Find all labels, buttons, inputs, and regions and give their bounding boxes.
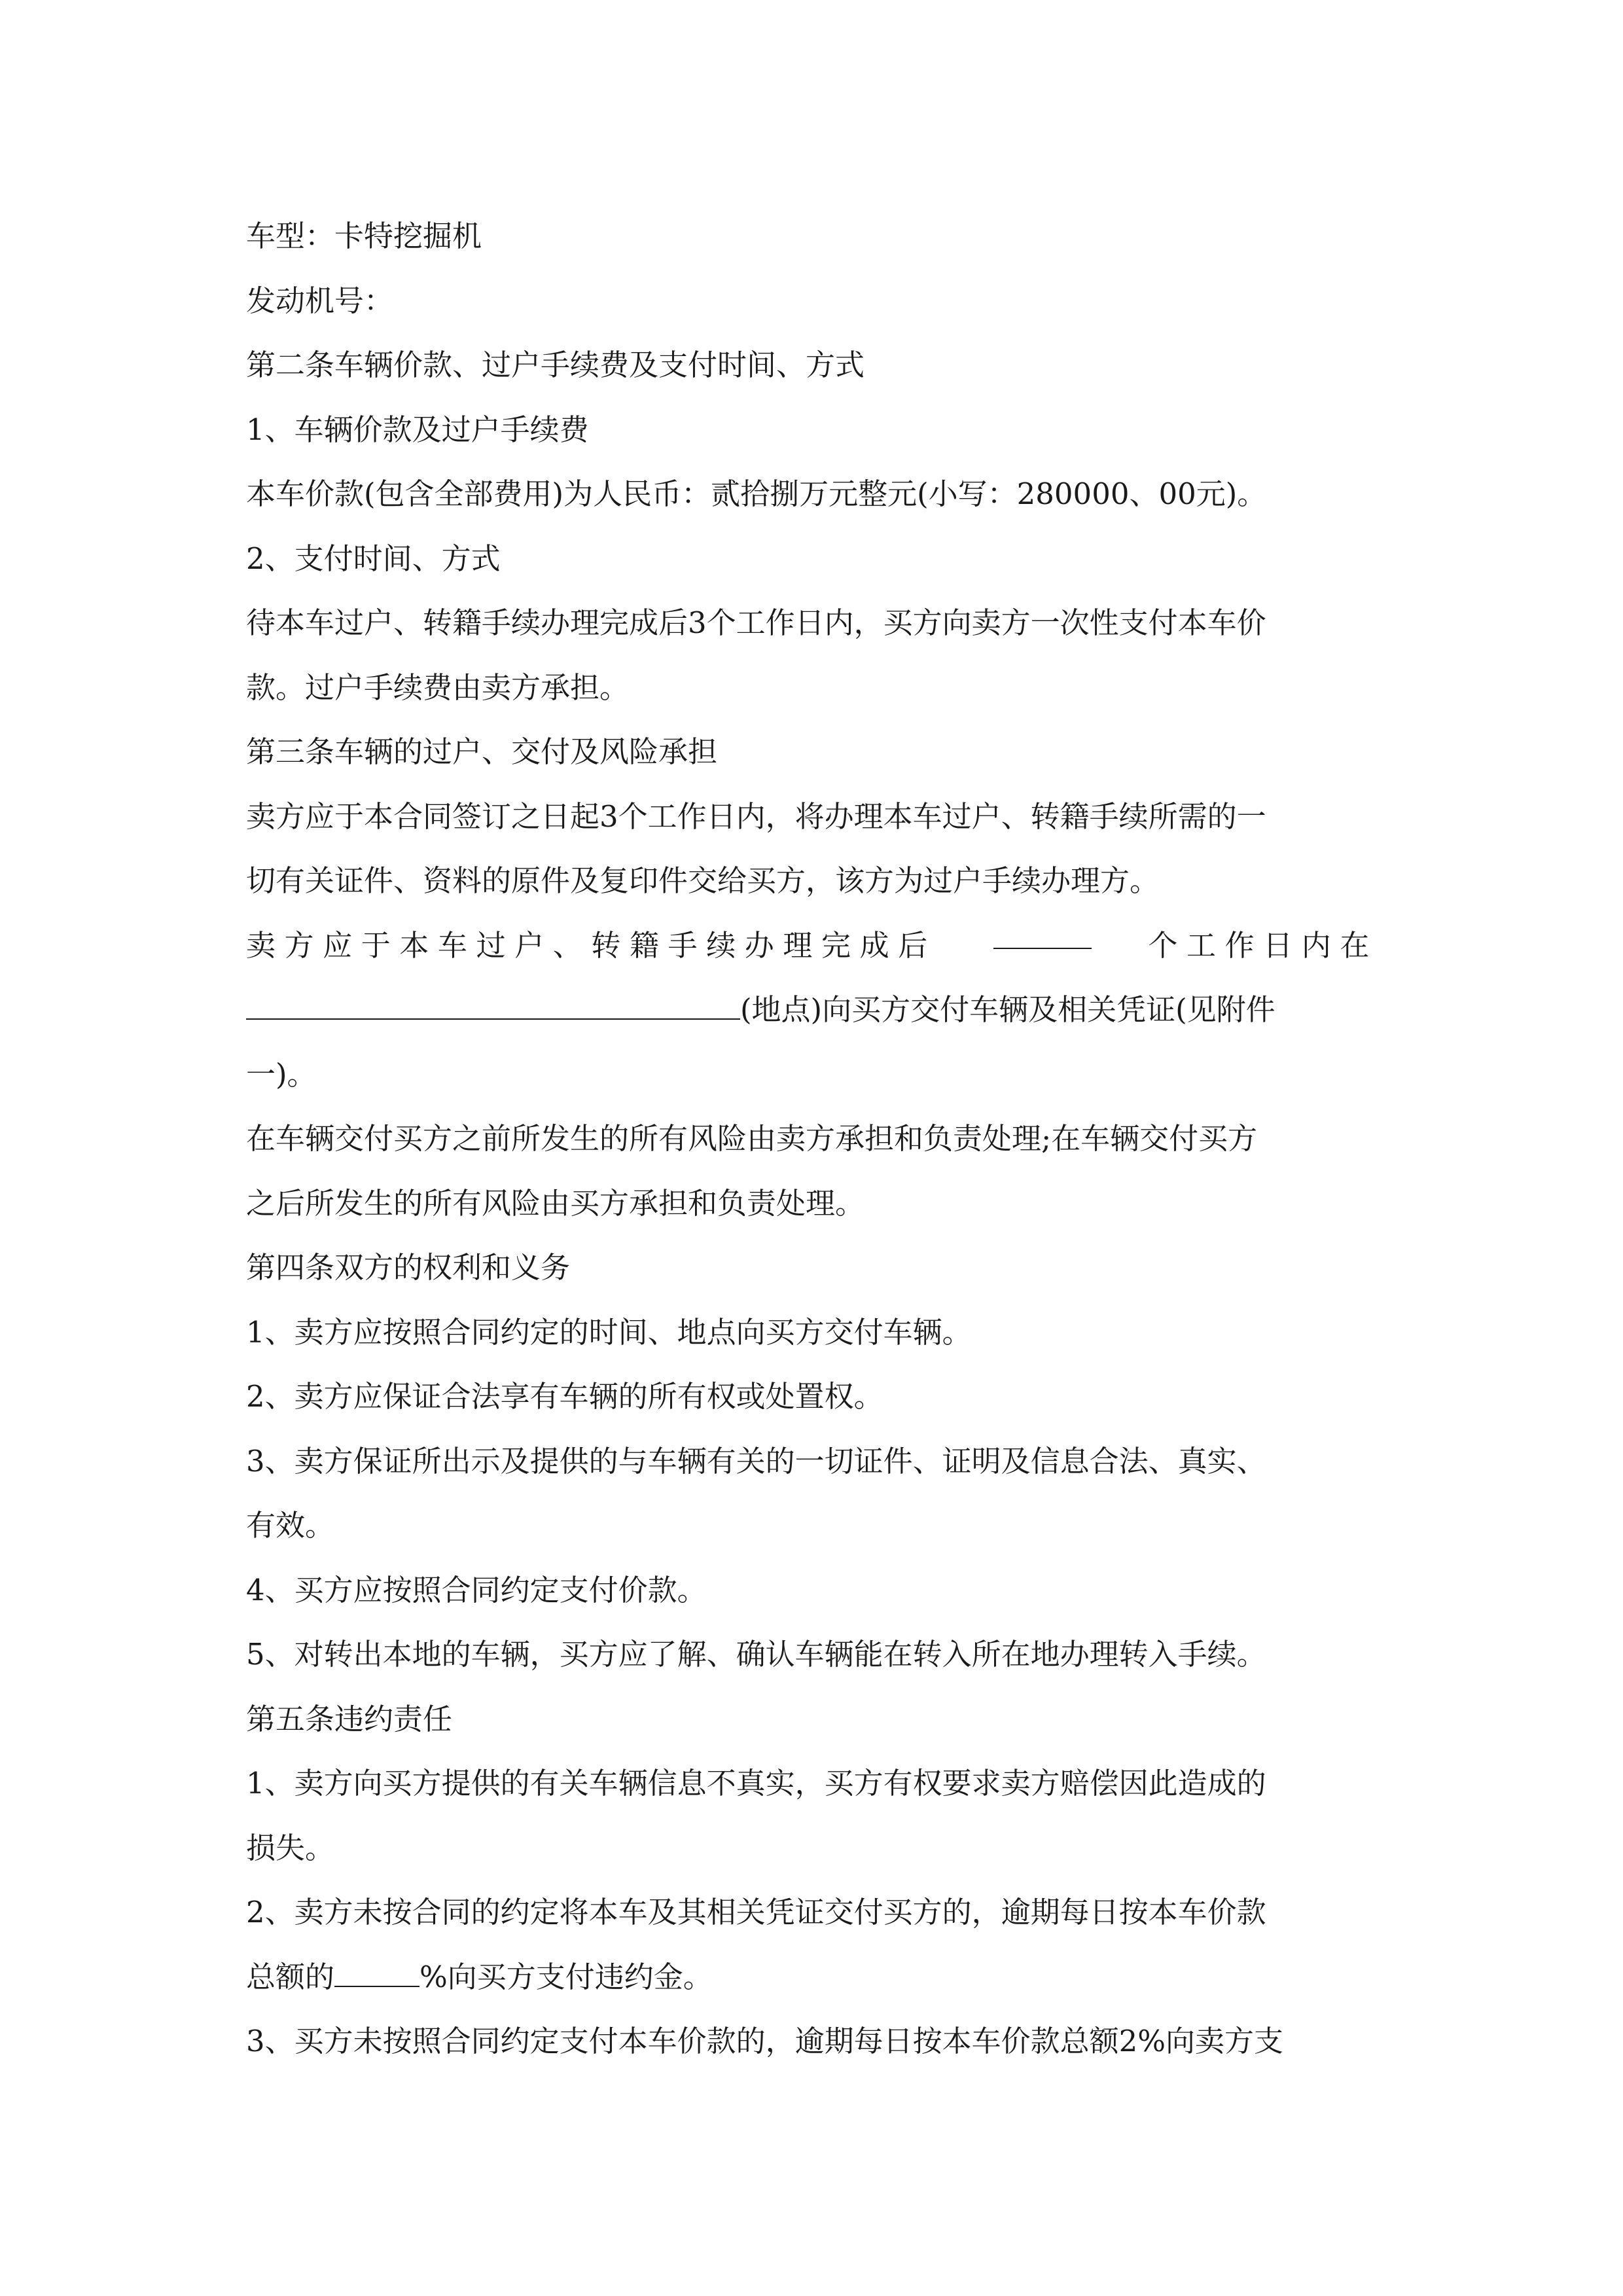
transfer-paragraph-line-2: 切有关证件、资料的原件及复印件交给买方，该方为过户手续办理方。	[246, 863, 1160, 898]
risk-paragraph-line-2: 之后所发生的所有风险由买方承担和负责处理。	[246, 1185, 865, 1221]
liability-1-line-2: 损失。	[246, 1830, 335, 1865]
article-5-heading: 第五条违约责任	[246, 1701, 453, 1736]
obligation-3-line-2: 有效。	[246, 1508, 335, 1543]
obligation-2: 2、卖方应保证合法享有车辆的所有权或处置权。	[246, 1379, 883, 1414]
penalty-rate-blank	[334, 1952, 419, 1987]
engine-number-line: 发动机号：	[246, 283, 394, 318]
delivery-text-before: 卖方应于本车过户、转籍手续办理完成后	[246, 927, 936, 963]
clause-2-1-heading: 1、车辆价款及过户手续费	[246, 412, 589, 447]
location-blank	[246, 984, 740, 1020]
vehicle-model-line: 车型：卡特挖掘机	[246, 219, 482, 253]
delivery-location-text: (地点)向买方交付车辆及相关凭证(见附件	[740, 992, 1275, 1027]
article-2-heading: 第二条车辆价款、过户手续费及支付时间、方式	[246, 348, 865, 382]
obligation-3-line-1: 3、卖方保证所出示及提供的与车辆有关的一切证件、证明及信息合法、真实、	[246, 1443, 1266, 1479]
delivery-text-after: 个工作日内在	[1148, 927, 1378, 963]
delivery-paragraph-line-3: 一)。	[246, 1056, 317, 1092]
payment-paragraph-line-2: 款。过户手续费由卖方承担。	[246, 670, 630, 705]
article-3-heading: 第三条车辆的过户、交付及风险承担	[246, 734, 718, 769]
workdays-blank	[993, 914, 1092, 949]
liability-1-line-1: 1、卖方向买方提供的有关车辆信息不真实，买方有权要求卖方赔偿因此造成的	[246, 1766, 1266, 1801]
price-statement: 本车价款(包含全部费用)为人民币：贰拾捌万元整元(小写：280000、00元)。	[246, 476, 1267, 511]
obligation-4: 4、买方应按照合同约定支付价款。	[246, 1572, 707, 1607]
delivery-paragraph-line-2	[246, 978, 1378, 1043]
obligation-1: 1、卖方应按照合同约定的时间、地点向买方交付车辆。	[246, 1314, 972, 1350]
penalty-text-after: %向买方支付违约金。	[419, 1959, 713, 1994]
document-body	[246, 204, 1378, 2074]
liability-3-line-1: 3、买方未按照合同约定支付本车价款的，逾期每日按本车价款总额2%向卖方支	[246, 2024, 1284, 2058]
delivery-paragraph-line-1	[246, 914, 1378, 978]
article-4-heading: 第四条双方的权利和义务	[246, 1250, 571, 1285]
clause-2-2-heading: 2、支付时间、方式	[246, 541, 501, 576]
transfer-paragraph-line-1: 卖方应于本合同签订之日起3个工作日内，将办理本车过户、转籍手续所需的一	[246, 798, 1266, 834]
penalty-text-before: 总额的	[246, 1959, 335, 1994]
payment-paragraph-line-1: 待本车过户、转籍手续办理完成后3个工作日内，买方向卖方一次性支付本车价	[246, 605, 1266, 640]
liability-2-line-2	[246, 1945, 1378, 2010]
liability-2-line-1: 2、卖方未按合同的约定将本车及其相关凭证交付买方的，逾期每日按本车价款	[246, 1895, 1266, 1929]
obligation-5: 5、对转出本地的车辆，买方应了解、确认车辆能在转入所在地办理转入手续。	[246, 1637, 1266, 1672]
risk-paragraph-line-1: 在车辆交付买方之前所发生的所有风险由卖方承担和负责处理;在车辆交付买方	[246, 1121, 1258, 1156]
